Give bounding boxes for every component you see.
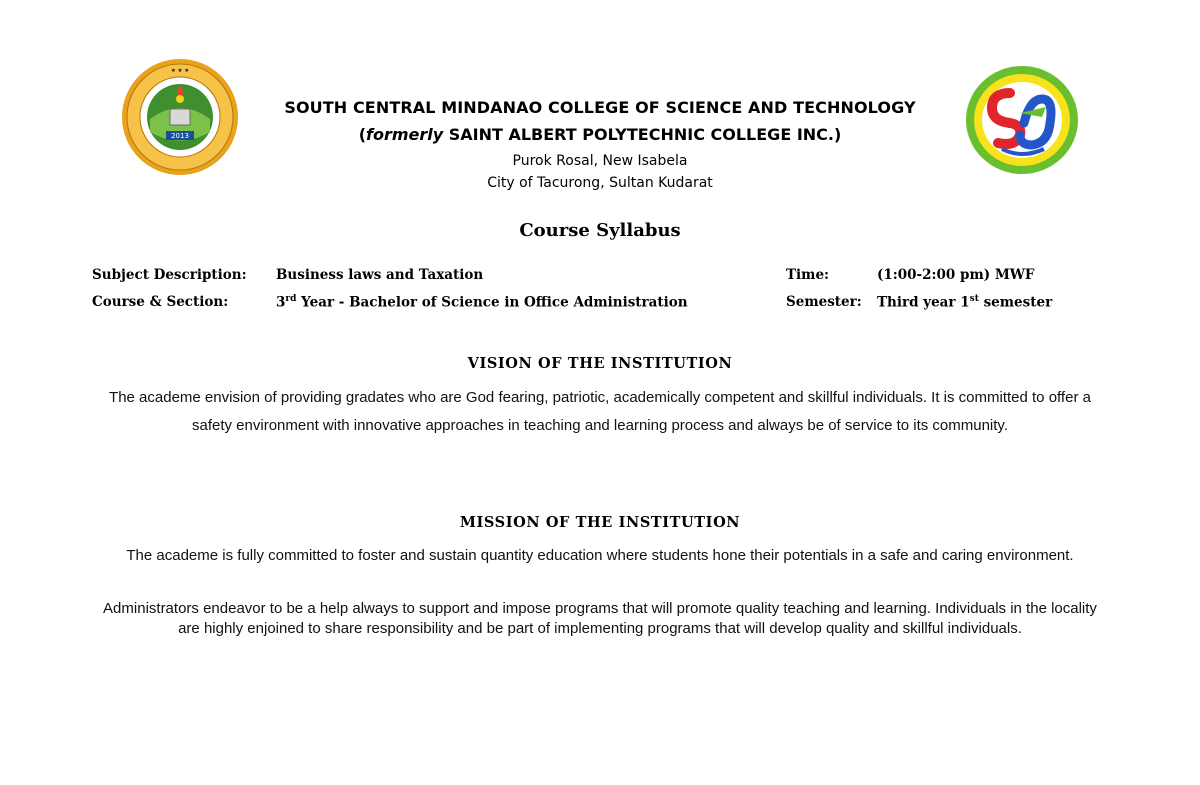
- former-name-open: (: [358, 125, 366, 144]
- semester-value-prefix: Third year 1: [877, 294, 970, 311]
- seal-year: 2013: [171, 132, 189, 140]
- address-line-2: City of Tacurong, Sultan Kudarat: [487, 175, 713, 191]
- svg-text:★ ★ ★: ★ ★ ★: [170, 68, 190, 74]
- mission-heading: MISSION OF THE INSTITUTION: [459, 514, 741, 531]
- vision-text: The academe envision of providing gradates who are God fearing, patriotic, academically competent and skillful individuals. It is committed to offer a safety environment with innovative approaches in teaching and learning process and always be of service to its community.: [109, 389, 1091, 434]
- time-value: (1:00-2:00 pm) MWF: [877, 267, 1035, 283]
- vision-heading: VISION OF THE INSTITUTION: [467, 355, 733, 372]
- course-value-sup: rd: [285, 294, 297, 304]
- mission-text-1: The academe is fully committed to foster and sustain quantity education where students hone their potentials in a safe and caring environment.: [126, 547, 1074, 564]
- former-name-word: formerly: [366, 125, 444, 144]
- semester-value-sup: st: [969, 294, 979, 304]
- subject-value: Business laws and Taxation: [276, 267, 484, 283]
- course-value-prefix: 3: [276, 294, 286, 311]
- former-name: [250, 120, 950, 150]
- former-name-text: SAINT ALBERT POLYTECHNIC COLLEGE INC.): [443, 125, 842, 144]
- course-value: [276, 294, 688, 311]
- address-line-1: Purok Rosal, New Isabela: [512, 153, 688, 169]
- document-title: Course Syllabus: [519, 220, 681, 241]
- sm-logo: [962, 63, 1082, 178]
- school-name: SOUTH CENTRAL MINDANAO COLLEGE OF SCIENCE AND TECHNOLOGY: [284, 98, 916, 117]
- course-value-rest: Year - Bachelor of Science in Office Administration: [296, 294, 688, 311]
- mission-text-2: Administrators endeavor to be a help always to support and impose programs that will promote quality teaching and learning. Individuals in the locality are highly enjoined to share responsibility and be part of implementing programs that will develop quality and skillful individuals.: [103, 600, 1097, 637]
- college-seal-logo: [120, 57, 240, 177]
- semester-value: [877, 294, 1052, 311]
- letterhead: [250, 96, 950, 194]
- semester-label: Semester:: [786, 294, 862, 310]
- semester-value-rest: semester: [978, 294, 1053, 311]
- course-label: Course & Section:: [92, 294, 229, 310]
- time-label: Time:: [786, 267, 830, 283]
- subject-label: Subject Description:: [92, 267, 247, 283]
